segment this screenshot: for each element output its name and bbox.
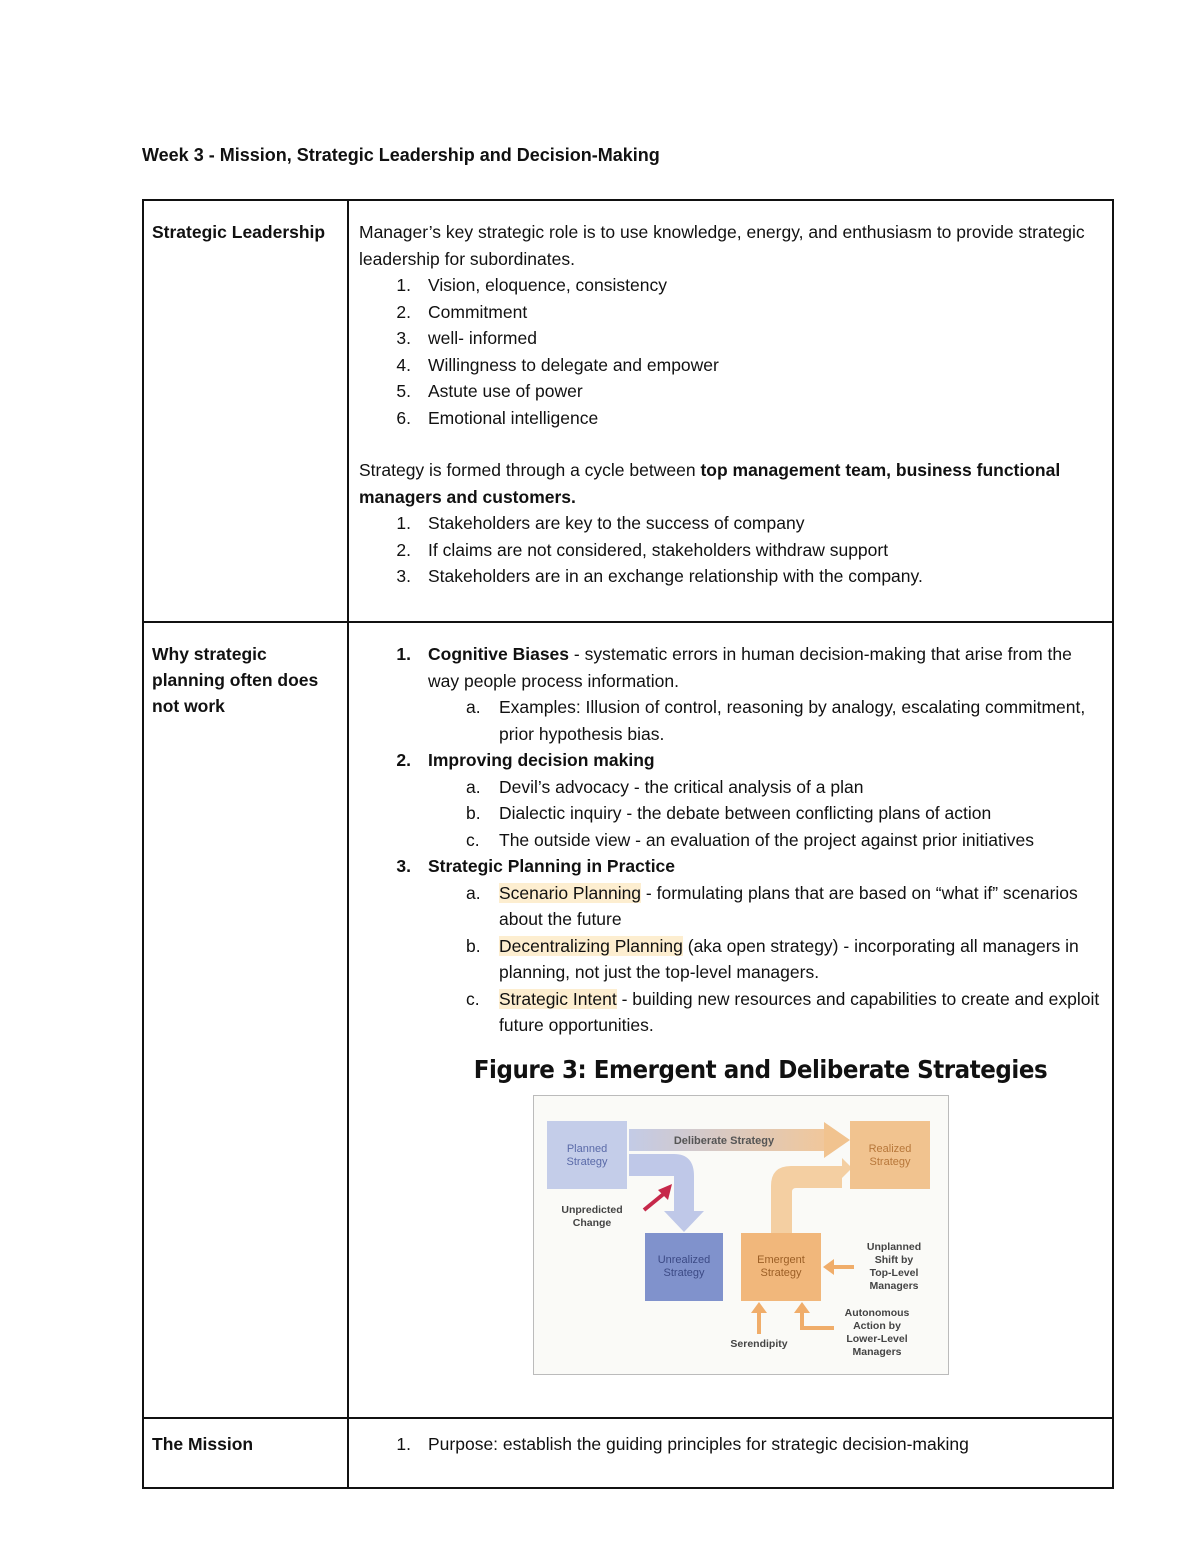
unplanned-line4: Managers [869,1280,919,1292]
realized-line1: Realized [868,1143,912,1155]
list-item: 3. Stakeholders are in an exchange relationship with the company. [396,566,923,586]
notes-table [142,199,1114,1489]
planning-list [359,641,1102,1039]
unpredicted-change-arrow [644,1184,672,1210]
list-item: 2. Commitment [396,301,528,322]
sub-list-item: a. Examples: Illusion of control, reasoning by analogy, escalating commitment, prior hypothesis bias. [466,697,1086,744]
highlight: Scenario Planning [499,882,642,903]
planned-strategy-box [547,1121,627,1189]
list-item: 1. Cognitive Biases - systematic errors in human decision-making that arise from the way people process information. a. Examples: Illusion of control, reasoning by analogy, escalating commitment, prior hypothesis bias. [359,641,1102,747]
deliberate-label: Deliberate Strategy [673,1135,775,1147]
autonomous-line2: Action by [853,1320,901,1332]
emergent-line1: Emergent [757,1254,805,1266]
unrealized-line1: Unrealized [657,1254,711,1266]
autonomous-action-arrow [794,1302,834,1328]
highlight: Strategic Intent [499,988,617,1009]
sub-list-item: a. Devil’s advocacy - the critical analysis of a plan [466,776,864,797]
list-item: 3. well- informed [396,328,537,348]
highlight: Decentralizing Planning [499,935,683,956]
realized-strategy-box [850,1121,930,1189]
unpredicted-line1: Unpredicted [561,1204,623,1216]
row-content [348,622,1113,1418]
serendipity-arrow [751,1302,767,1334]
sub-list-item: b. Decentralizing Planning (aka open strategy) - incorporating all managers in planning, not just the top-level managers. [466,935,1079,982]
list-item: 5. Astute use of power [396,381,583,401]
unplanned-line3: Top-Level [869,1267,919,1279]
figure-title: Figure 3: Emergent and Deliberate Strategies [473,1054,1048,1084]
autonomous-line1: Autonomous [844,1307,910,1319]
unrealized-line2: Strategy [663,1267,705,1279]
sub-list-item: a. Scenario Planning - formulating plans that are based on “what if” scenarios about the future [466,882,1078,929]
emergent-line2: Strategy [760,1267,802,1279]
page-title: Week 3 - Mission, Strategic Leadership and Decision-Making [142,145,660,165]
row-label: Strategic Leadership [143,200,348,622]
sub-list-item: c. The outside view - an evaluation of the project against prior initiatives [466,829,1035,850]
planned-line1: Planned [566,1143,608,1155]
unplanned-line1: Unplanned [866,1241,922,1253]
serendipity-label: Serendipity [730,1338,788,1350]
traits-list [359,272,1102,431]
list-item: 6. Emotional intelligence [396,407,599,428]
sub-list-item: b. Dialectic inquiry - the debate between conflicting plans of action [466,803,992,823]
mission-list [359,1431,1102,1458]
unplanned-line2: Shift by [874,1254,914,1266]
planned-line2: Strategy [566,1156,608,1168]
list-item: 3. Strategic Planning in Practice a. Scenario Planning - formulating plans that are based on “what if” scenarios about the future b. Decentralizing Planning (aka open strategy) - incorporating all managers in planning, not just the top-level managers. c. Strategic Intent - building new resources and capabilities to create and exploit future opportunities. [359,853,1102,1039]
autonomous-line3: Lower-Level [846,1333,908,1345]
row-label: The Mission [143,1418,348,1488]
row-content [348,200,1113,622]
table-row [143,1418,1113,1488]
list-item: 1. Vision, eloquence, consistency [396,275,667,295]
intro-text: Manager’s key strategic role is to use knowledge, energy, and enthusiasm to provide strategic leadership for subordinates. [359,222,1085,269]
row-label: Why strategic planning often does not work [143,622,348,1418]
list-item: 2. Improving decision making a. Devil’s advocacy - the critical analysis of a plan b. Dialectic inquiry - the debate between conflicting plans of action c. The outside view - an evaluation of the project against prior initiatives [359,747,1102,853]
unpredicted-line2: Change [572,1217,612,1229]
list-item: 4. Willingness to delegate and empower [396,354,719,375]
list-item: 1. Stakeholders are key to the success of company [396,513,805,533]
sub-list-item: c. Strategic Intent - building new resources and capabilities to create and exploit future opportunities. [466,988,1100,1035]
table-row [143,200,1113,622]
realized-line2: Strategy [869,1156,911,1168]
cycle-text: Strategy is formed through a cycle between top management team, business functional managers and customers. [359,460,1061,507]
strategy-diagram [533,1095,949,1375]
list-item: 2. If claims are not considered, stakeholders withdraw support [396,539,889,560]
to-realized-arrow [771,1158,852,1233]
list-item: 1. Purpose: establish the guiding principles for strategic decision-making [396,1434,969,1454]
stakeholders-list [359,510,1102,590]
unplanned-shift-arrow [823,1259,854,1275]
autonomous-line4: Managers [852,1346,902,1358]
table-row [143,622,1113,1418]
row-content [348,1418,1113,1488]
